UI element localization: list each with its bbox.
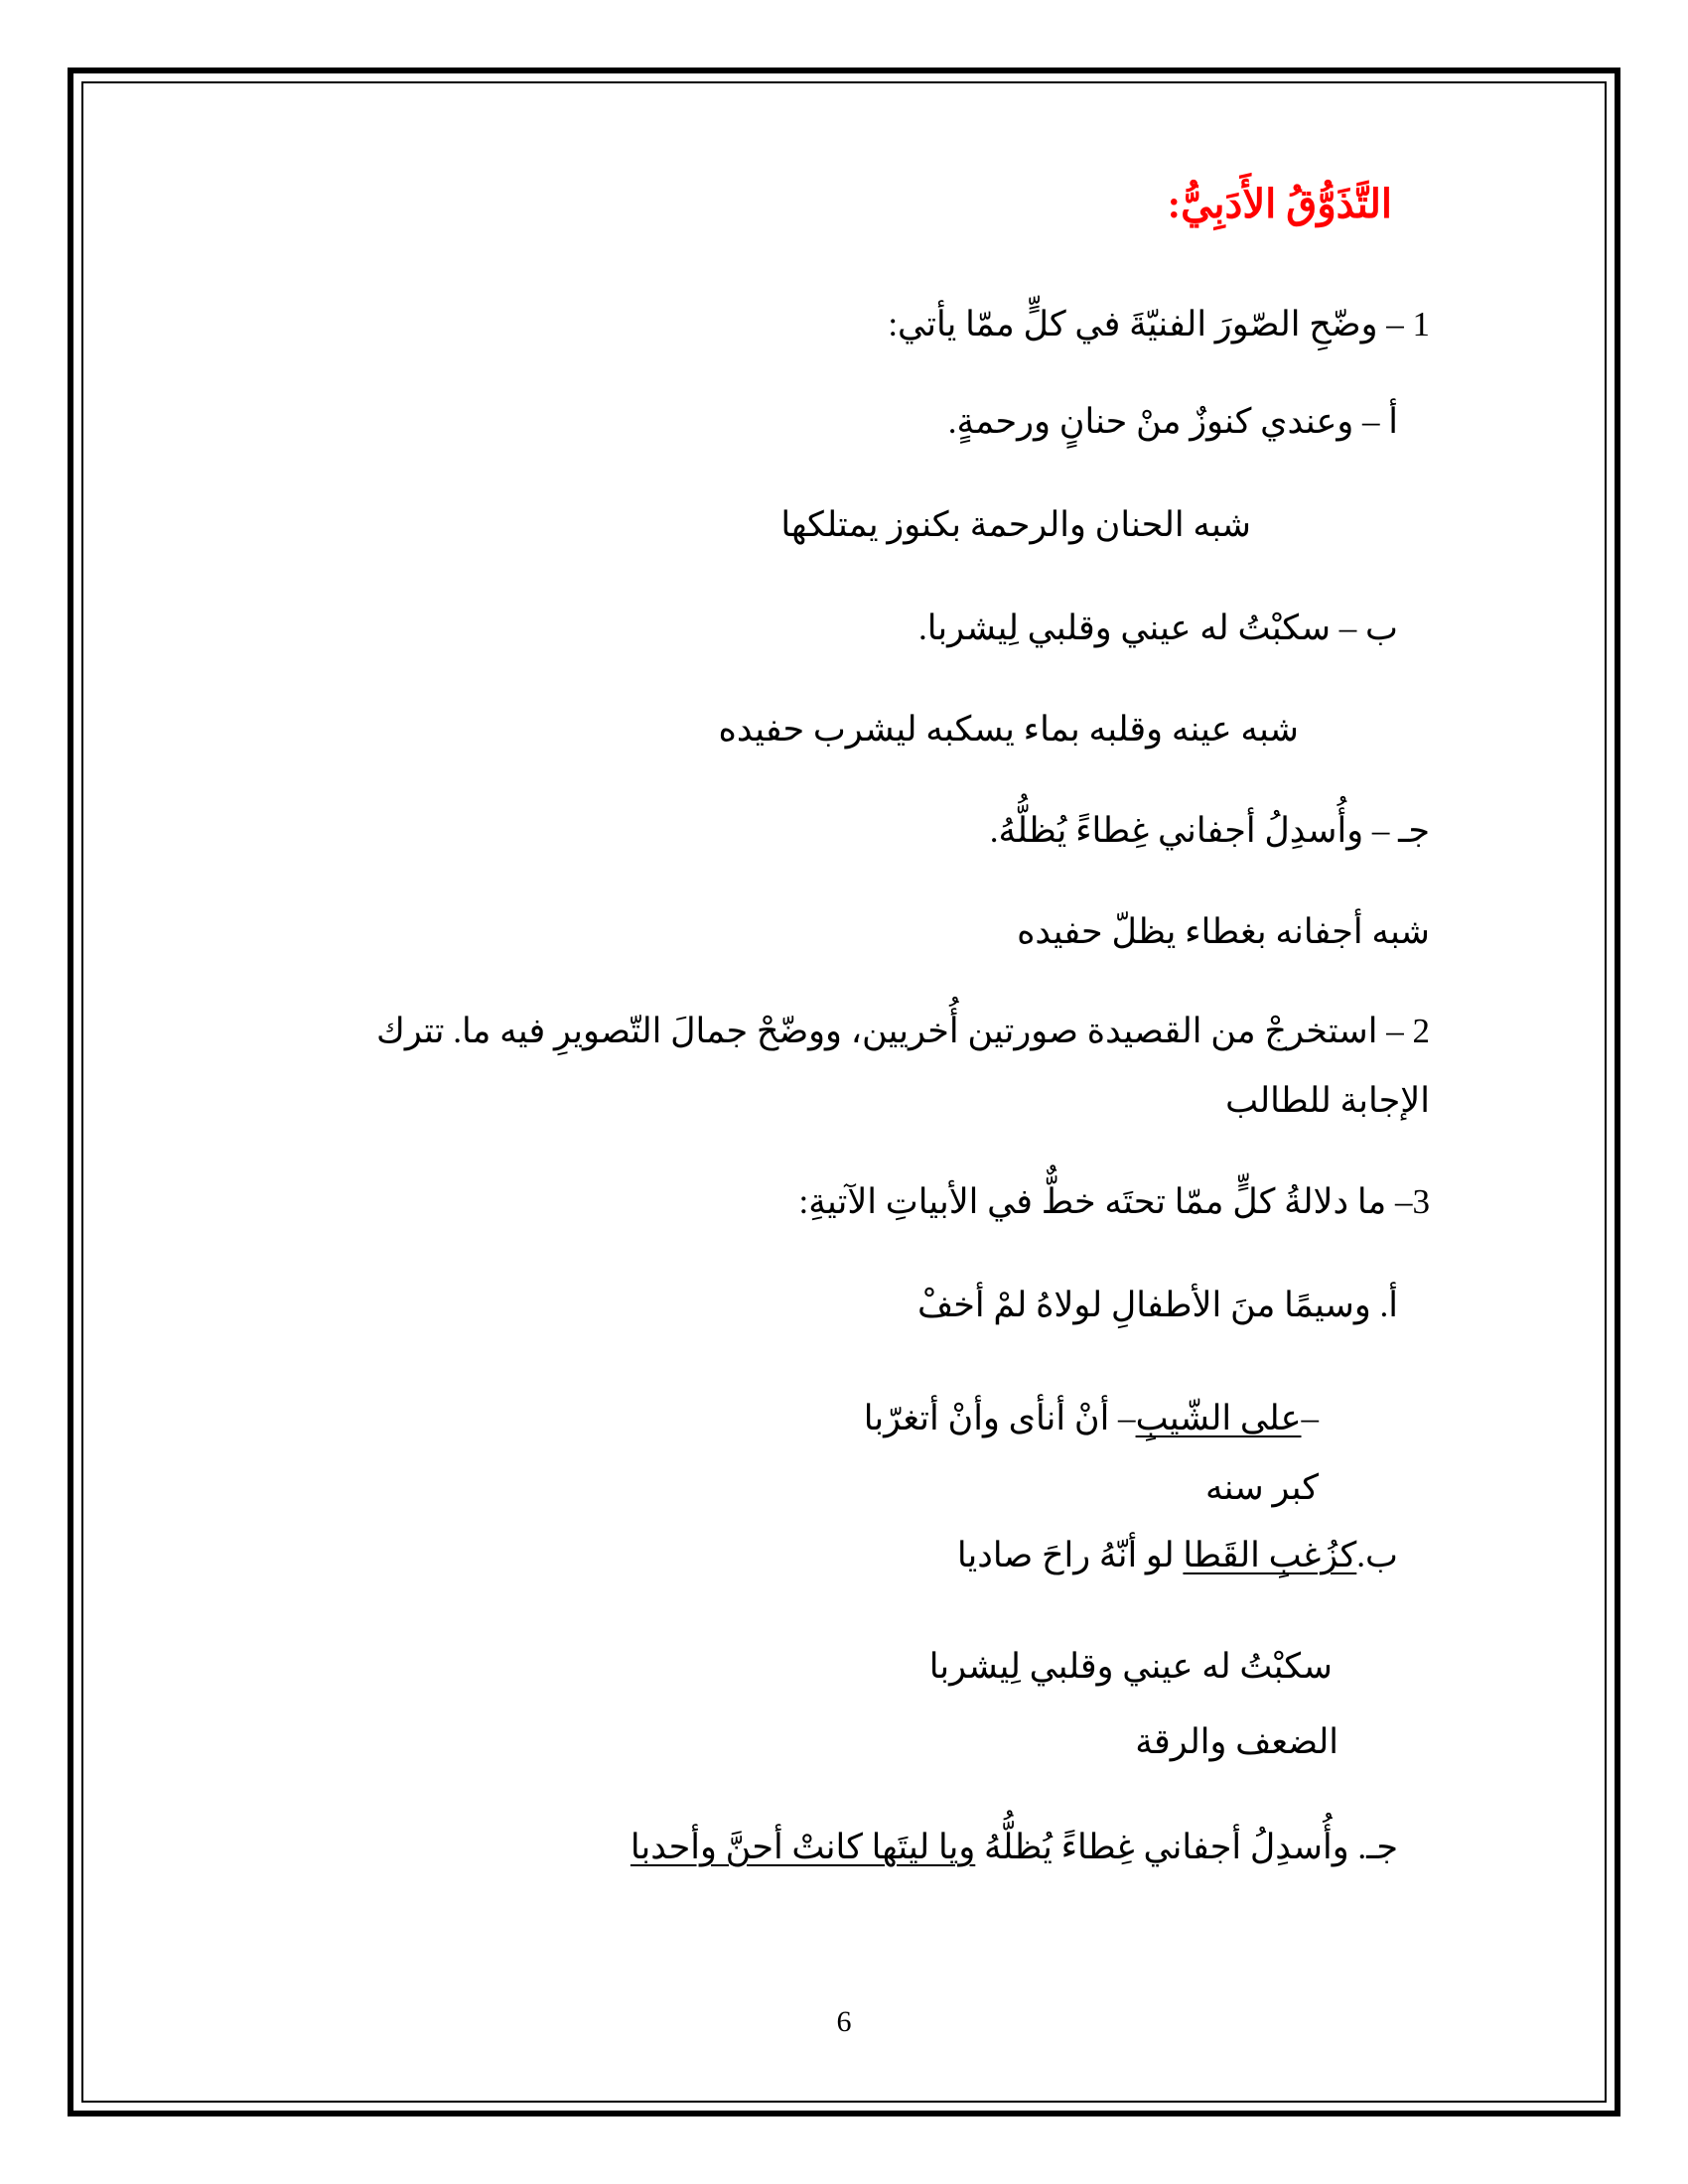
question-3b-underlined: كزُغبِ القَطا: [1183, 1536, 1357, 1574]
question-3a-verse-2-rest: – أنْ أنأى وأنْ أتغرّبا: [863, 1399, 1136, 1437]
section-heading: التَّذَوُّقُ الأَدَبِيُّ:: [1167, 182, 1392, 226]
page-number: 6: [836, 2005, 852, 2038]
question-3c-plain: جـ. وأُسدِلُ أجفاني غِطاءً يُظلُّهُ: [975, 1828, 1398, 1866]
question-3b-label: ب.: [1356, 1536, 1398, 1574]
question-3c-verse: [631, 1827, 1398, 1868]
question-1b-text: ب – سكبْتُ له عيني وقلبي لِيشربا.: [917, 609, 1398, 647]
question-3b-verse-1-rest: لو أنّهُ راحَ صاديا: [956, 1536, 1184, 1574]
question-3-prompt: 3– ما دلالةُ كلٍّ ممّا تحتَه خطٌّ في الأبياتِ الآتيةِ:: [798, 1182, 1430, 1221]
question-1-prompt: 1 – وضّحِ الصّورَ الفنيّةَ في كلٍّ ممّا يأتي:: [888, 305, 1430, 343]
question-1a-text: أ – وعندي كنوزٌ منْ حنانٍ ورحمةٍ.: [947, 402, 1398, 441]
question-1c-text: جـ – وأُسدِلُ أجفاني غِطاءً يُظلُّهُ.: [989, 811, 1430, 850]
question-3a-underlined: على الشّيبِ: [1135, 1399, 1302, 1437]
question-3a-verse-2: [864, 1398, 1319, 1439]
question-2-line-2: الإجابة للطالب: [1225, 1081, 1430, 1120]
question-2-line-1: 2 – استخرجْ من القصيدة صورتين أُخريين، ووضّحْ جمالَ التّصويرِ فيه ما. تترك: [376, 1012, 1430, 1050]
question-3a-verse-1: أ. وسيمًا منَ الأطفالِ لولاهُ لمْ أخفْ: [917, 1286, 1398, 1324]
question-1a-answer: شبه الحنان والرحمة بكنوز يمتلكها: [780, 505, 1251, 544]
question-3a-answer: كبر سنه: [1205, 1468, 1319, 1507]
question-3b-verse-2: سكبْتُ له عيني وقلبي لِيشربا: [928, 1647, 1333, 1686]
question-3c-underlined: ويا ليتَها كانتْ أحنَّ وأحدبا: [630, 1828, 976, 1866]
question-1c-answer: شبه أجفانه بغطاء يظلّ حفيده: [1017, 912, 1430, 951]
question-1b-answer: شبه عينه وقلبه بماء يسكبه ليشرب حفيده: [718, 710, 1299, 749]
question-3b-verse-1: [957, 1535, 1398, 1576]
question-3b-answer: الضعف والرقة: [1135, 1722, 1338, 1761]
question-3a-dash: –: [1301, 1399, 1319, 1437]
